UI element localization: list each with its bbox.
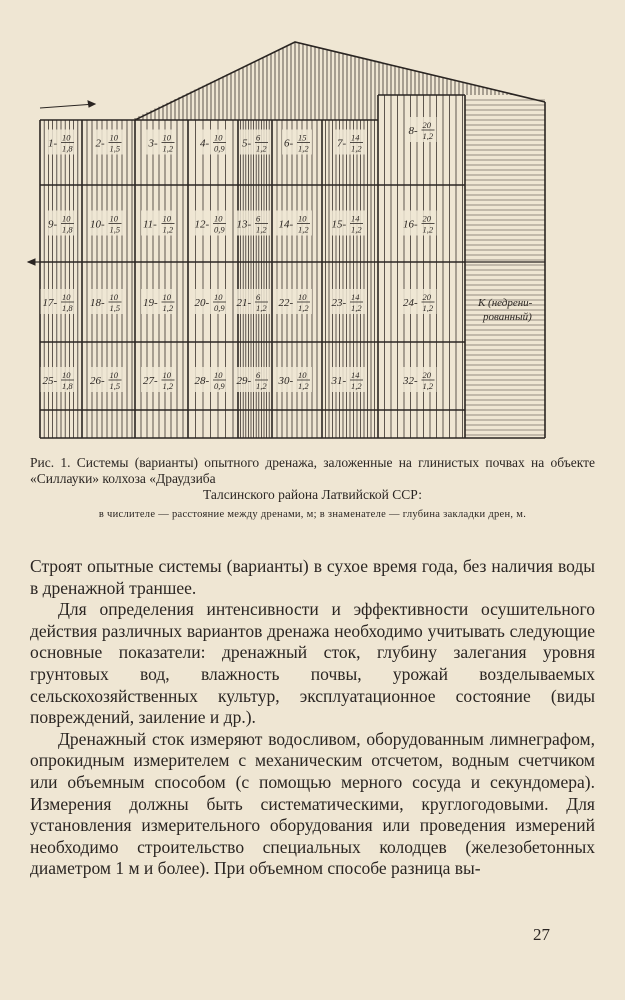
plot-label: [141, 367, 177, 392]
drain-depth-value: 1,2: [351, 143, 362, 154]
drain-spacing-value: 6: [256, 292, 261, 302]
plot-label: [88, 289, 124, 314]
drain-spacing-value: 10: [162, 292, 171, 302]
drain-depth-value: 1,2: [298, 303, 309, 313]
drain-depth-value: 1,2: [256, 381, 267, 391]
paragraph-1: Строят опытные системы (варианты) в сухое время года, без наличия воды в дренажной траншее.: [30, 556, 595, 598]
drain-depth-value: 0,9: [214, 224, 225, 235]
plot-label: [277, 289, 313, 314]
plot-label: [407, 117, 437, 142]
plot-number: 10-: [90, 218, 105, 231]
plot-number: 8-: [408, 125, 418, 137]
drain-depth-value: 1,2: [422, 131, 434, 141]
plot-number: 22-: [278, 297, 294, 309]
plot-number: 28-: [194, 375, 210, 387]
drain-spacing-value: 20: [422, 213, 431, 224]
drain-spacing-value: 10: [298, 213, 307, 224]
plot-number: 27-: [143, 375, 158, 387]
plot-number: 11-: [143, 218, 157, 231]
drain-depth-value: 1,2: [351, 224, 362, 235]
plot-number: 9-: [48, 218, 58, 231]
drain-depth-value: 1,2: [422, 224, 434, 235]
plot-label: [401, 211, 437, 236]
control-plot-label-1: К (недрени-: [478, 297, 533, 309]
plot-number: 13-: [236, 218, 252, 231]
drain-depth-value: 0,9: [214, 381, 225, 391]
drain-spacing-value: 6: [256, 370, 261, 380]
drain-depth-value: 1,2: [256, 143, 267, 154]
drain-depth-value: 0,9: [214, 303, 225, 313]
plot-label: [282, 130, 312, 155]
plot-number: 21-: [236, 297, 252, 309]
drain-spacing-value: 10: [162, 132, 171, 143]
drain-depth-value: 1,2: [351, 303, 362, 313]
plot-label: [141, 211, 177, 236]
plot-number: 20-: [194, 297, 210, 309]
drain-depth-value: 1,2: [162, 381, 174, 391]
plot-number: 14-: [278, 218, 294, 231]
plot-label: [277, 367, 313, 392]
drain-spacing-value: 10: [162, 370, 171, 380]
caption-note: в числителе — расстояние между дренами, м; в знаменателе — глубина закладки дрен, м.: [98, 509, 527, 520]
drain-spacing-value: 10: [62, 370, 71, 380]
drain-spacing-value: 10: [62, 213, 71, 224]
plot-number: 32-: [403, 375, 418, 387]
plot-label: [198, 130, 228, 155]
drain-depth-value: 1,5: [109, 143, 121, 154]
plot-number: 2-: [95, 137, 105, 150]
drain-depth-value: 1,2: [162, 303, 174, 313]
drain-spacing-value: 10: [214, 370, 223, 380]
drain-depth-value: 1,2: [422, 381, 434, 391]
drain-depth-value: 0,9: [214, 143, 225, 154]
drain-depth-value: 1,2: [298, 224, 309, 235]
plot-label: [330, 367, 366, 392]
plot-label: [330, 289, 366, 314]
drain-depth-value: 1,8: [62, 303, 73, 313]
plot-label: [335, 130, 365, 155]
drain-spacing-value: 20: [422, 120, 431, 130]
plot-label: [401, 367, 437, 392]
drain-depth-value: 1,2: [162, 143, 174, 154]
drain-spacing-value: 10: [214, 132, 223, 143]
drain-depth-value: 1,2: [298, 143, 309, 154]
plot-label: [235, 211, 271, 236]
drain-spacing-value: 10: [298, 292, 307, 302]
plot-label: [235, 367, 271, 392]
plot-label: [141, 289, 177, 314]
drain-spacing-value: 10: [62, 132, 71, 143]
paragraph-2: Для определения интенсивности и эффективности осушительного действия различных вариантов дренажа необходимо учитывать следующие основные показатели: дренажный сток, глубину залегания уровня грунтовых вод, влажность почвы, урожай возделываемых сельскохозяйственных культур, эксплуатационное состояние (виды повреждений, заиление и др.).: [30, 599, 595, 728]
plot-label: [88, 211, 124, 236]
plot-label: [147, 130, 177, 155]
drain-depth-value: 1,2: [256, 303, 267, 313]
plot-number: 29-: [236, 375, 252, 387]
drainage-scheme-figure: [0, 0, 625, 450]
plot-number: 1-: [48, 137, 58, 150]
drain-depth-value: 1,5: [109, 381, 121, 391]
plot-number: 3-: [148, 137, 158, 150]
drain-depth-value: 1,2: [422, 303, 434, 313]
drain-depth-value: 1,5: [109, 303, 121, 313]
drain-spacing-value: 10: [162, 213, 171, 224]
drain-spacing-value: 10: [109, 370, 118, 380]
plot-number: 30-: [278, 375, 294, 387]
plot-number: 19-: [143, 297, 158, 309]
drain-spacing-value: 20: [422, 370, 431, 380]
plot-number: 25-: [42, 375, 58, 387]
plot-number: 17-: [42, 297, 58, 309]
plot-label: [41, 367, 77, 392]
plot-number: 23-: [331, 297, 347, 309]
plot-label: [94, 130, 124, 155]
drain-depth-value: 1,2: [162, 224, 174, 235]
control-plot-label-2: рованный): [483, 311, 532, 323]
caption-line-1: Рис. 1. Системы (варианты) опытного дренажа, заложенные на глинистых почвах на объекте «Силлауки» колхоза «Драудзиба: [30, 455, 595, 486]
drain-spacing-value: 10: [109, 213, 118, 224]
figure-caption: [30, 455, 595, 521]
drain-spacing-value: 6: [256, 213, 261, 224]
drain-depth-value: 1,8: [62, 224, 73, 235]
drain-spacing-value: 14: [351, 370, 360, 380]
drain-depth-value: 1,2: [351, 381, 362, 391]
plot-number: 15-: [331, 218, 347, 231]
plot-label: [193, 211, 229, 236]
plot-label: [46, 130, 76, 155]
plot-label: [235, 289, 271, 314]
plot-number: 31-: [331, 375, 347, 387]
plot-label: [41, 289, 77, 314]
paragraph-3: Дренажный сток измеряют водосливом, оборудованным лимнеграфом, опрокидным измерителем с механическим отсчетом, водным счетчиком или объемным способом (с помощью мерного сосуда и секундомера). Измерения должны быть систематическими, круглогодовыми. Для установления измерительного оборудования или проведения измерений необходимо строительство специальных колодцев (железобетонных диаметром 1 м и более). При объемном способе разница вы-: [30, 728, 595, 879]
plot-label: [401, 289, 437, 314]
drain-spacing-value: 6: [256, 132, 261, 143]
drain-spacing-value: 14: [351, 132, 360, 143]
plot-number: 4-: [200, 137, 210, 150]
plot-label: [193, 289, 229, 314]
plot-number: 26-: [90, 375, 105, 387]
plot-label: [330, 211, 366, 236]
plot-label: [46, 211, 76, 236]
drain-spacing-value: 10: [214, 292, 223, 302]
drain-spacing-value: 14: [351, 292, 360, 302]
plot-number: 12-: [194, 218, 210, 231]
plot-number: 16-: [403, 218, 418, 231]
drain-spacing-value: 10: [109, 132, 118, 143]
plot-number: 6-: [284, 137, 294, 150]
drain-depth-value: 1,2: [256, 224, 267, 235]
drain-depth-value: 1,5: [109, 224, 121, 235]
drain-spacing-value: 15: [298, 132, 307, 143]
drain-depth-value: 1,8: [62, 381, 73, 391]
plot-label: [88, 367, 124, 392]
drain-depth-value: 1,8: [62, 143, 73, 154]
plot-label: [193, 367, 229, 392]
drain-spacing-value: 10: [109, 292, 118, 302]
drain-spacing-value: 10: [214, 213, 223, 224]
drain-spacing-value: 10: [298, 370, 307, 380]
plot-number: 5-: [242, 137, 252, 150]
plot-label: [277, 211, 313, 236]
page-number: 27: [533, 925, 550, 944]
plot-number: 24-: [403, 297, 418, 309]
drain-spacing-value: 10: [62, 292, 71, 302]
caption-line-2: Талсинского района Латвийской ССР:: [203, 487, 422, 502]
plot-label: [240, 130, 270, 155]
drain-depth-value: 1,2: [298, 381, 309, 391]
drain-spacing-value: 14: [351, 213, 360, 224]
plot-number: 18-: [90, 297, 105, 309]
plot-number: 7-: [337, 137, 347, 150]
drain-spacing-value: 20: [422, 292, 431, 302]
body-text: [30, 556, 595, 880]
